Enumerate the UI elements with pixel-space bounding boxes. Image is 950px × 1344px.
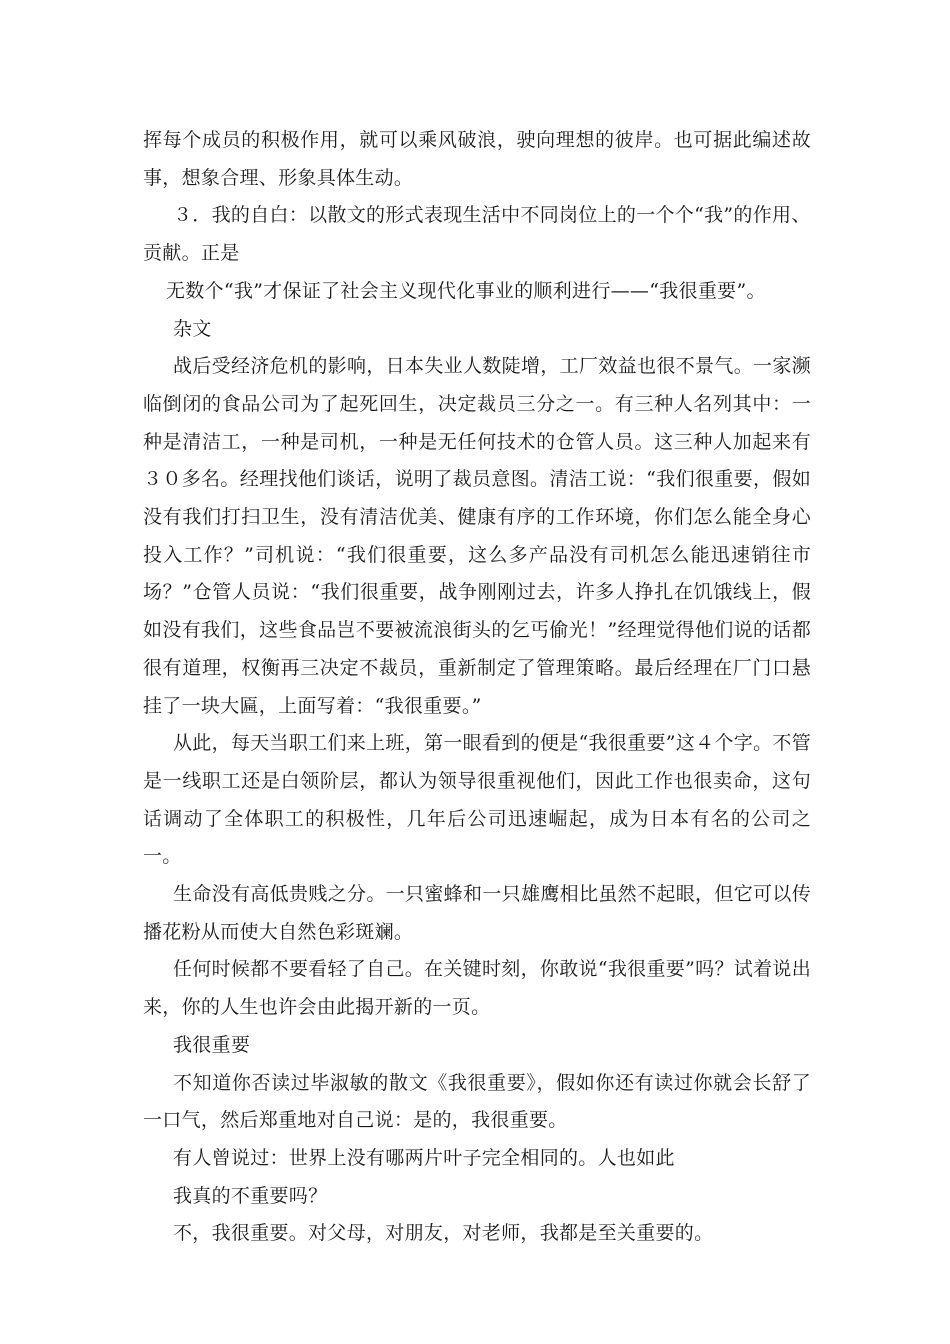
paragraph-answer: 不，我很重要。对父母，对朋友，对老师，我都是至关重要的。 [173, 1222, 714, 1245]
paragraph-leaves: 有人曾说过：世界上没有哪两片叶子完全相同的。人也如此 [173, 1146, 675, 1169]
paragraph-story: 战后受经济危机的影响，日本失业人数陡增，工厂效益也很不景气。一家濒临倒闭的食品公司为了起死回生，决定裁员三分之一。有三种人名列其中：一种是清洁工，一种是司机，一种是无任何技术的仓管人员。这三种人加起来有３０多名。经理找他们谈话，说明了裁员意图。清洁工说：“我们很重要，假如没有我们打扫卫生，没有清洁优美、健康有序的工作环境，你们怎么能全身心投入工作？”司机说：“我们很重要，这么多产品没有司机怎么能迅速销往市场？”仓管人员说：“我们很重要，战争刚刚过去，许多人挣扎在饥饿线上，假如没有我们，这些食品岂不要被流浪街头的乞丐偷光！”经理觉得他们说的话都很有道理，权衡再三决定不裁员，重新制定了管理策略。最后经理在厂门口悬挂了一块大匾，上面写着：“我很重要。” [143, 355, 811, 717]
paragraph-life: 生命没有高低贵贱之分。一只蜜蜂和一只雄鹰相比虽然不起眼，但它可以传播花粉从而使大自然色彩斑斓。 [143, 883, 811, 943]
paragraph-aftermath: 从此，每天当职工们来上班，第一眼看到的便是“我很重要”这４个字。不管是一线职工还是白领阶层，都认为领导很重视他们，因此工作也很卖命，这句话调动了全体职工的积极性，几年后公司迅速崛起，成为日本有名的公司之一。 [143, 732, 811, 868]
section-heading-important: 我很重要 [173, 1033, 251, 1056]
paragraph-item-3-cont: 贡献。正是 [143, 242, 240, 265]
paragraph-bishumin: 不知道你否读过毕淑敏的散文《我很重要》，假如你还有读过你就会长舒了一口气，然后郑重地对自己说：是的，我很重要。 [143, 1071, 811, 1132]
paragraph-anytime: 任何时候都不要看轻了自己。在关键时刻，你敢说“我很重要”吗？试着说出来，你的人生也许会由此揭开新的一页。 [143, 958, 811, 1019]
paragraph-item-3-end: 无数个“我”才保证了社会主义现代化事业的顺利进行——“我很重要”。 [166, 279, 766, 302]
paragraph-item-3: ３．我的自白：以散文的形式表现生活中不同岗位上的一个个“我”的作用、 [173, 204, 811, 227]
section-heading-zawen: 杂文 [173, 317, 212, 340]
paragraph-continuation: 挥每个成员的积极作用，就可以乘风破浪，驶向理想的彼岸。也可据此编述故事，想象合理、形象具体生动。 [143, 129, 811, 189]
document-body [143, 122, 811, 1253]
paragraph-question: 我真的不重要吗？ [173, 1184, 328, 1207]
